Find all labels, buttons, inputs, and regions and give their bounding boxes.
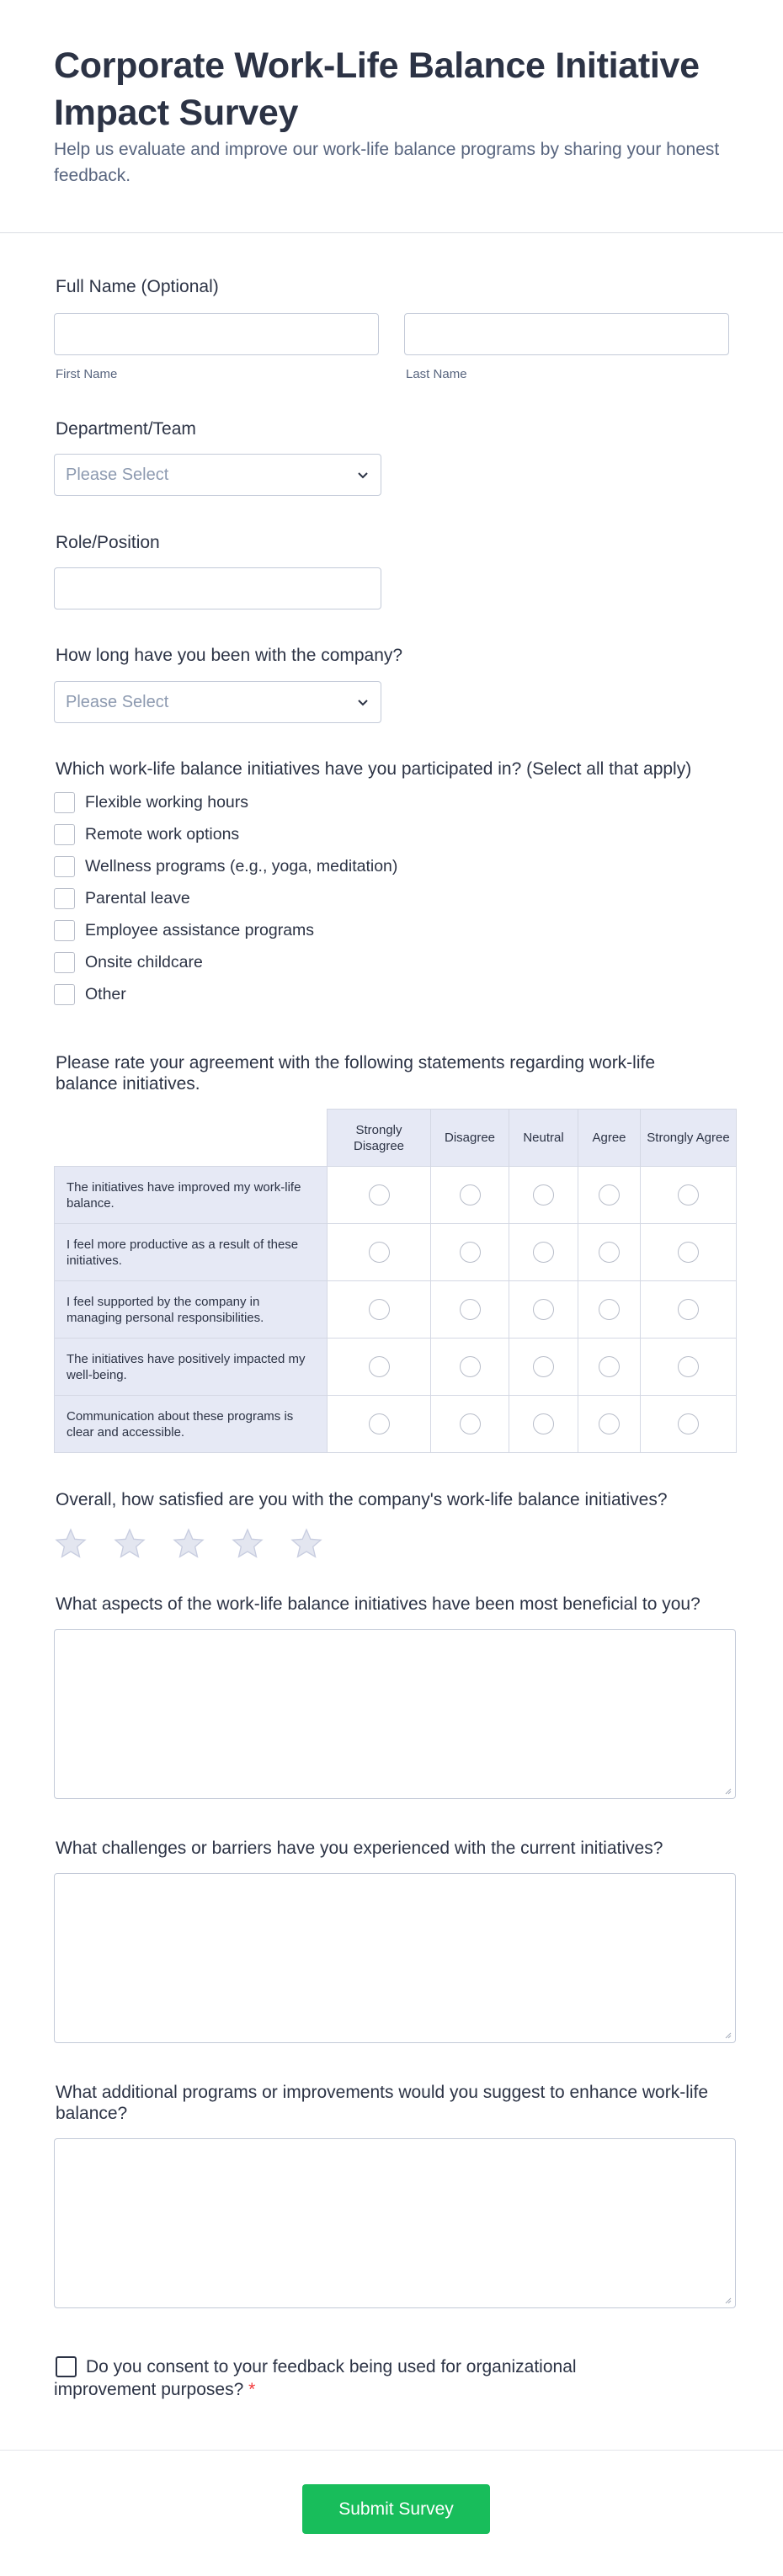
agreement-matrix — [54, 1109, 737, 1453]
checkbox[interactable] — [54, 824, 75, 845]
star-icon[interactable] — [290, 1527, 323, 1561]
radio-button[interactable] — [678, 1299, 699, 1320]
radio-button[interactable] — [369, 1299, 390, 1320]
radio-button[interactable] — [599, 1356, 620, 1377]
matrix-column-header: Neutral — [509, 1110, 578, 1167]
initiatives-options — [54, 786, 729, 1010]
checkbox[interactable] — [54, 856, 75, 877]
option-label: Other — [85, 984, 126, 1003]
consent-checkbox[interactable] — [56, 2356, 77, 2377]
form-body — [0, 276, 783, 2401]
option-label: Parental leave — [85, 888, 190, 907]
form-footer — [0, 2450, 783, 2576]
full-name-label: Full Name (Optional) — [56, 277, 219, 296]
challenges-label: What challenges or barriers have you experienced with the current initiatives? — [56, 1839, 663, 1858]
radio-button[interactable] — [460, 1242, 481, 1263]
matrix-column-header: Disagree — [431, 1110, 509, 1167]
suggestions-field — [54, 2082, 729, 2308]
first-name-input[interactable] — [54, 313, 379, 355]
matrix-row-label: Communication about these programs is clear and accessible. — [55, 1396, 328, 1453]
matrix-row — [55, 1396, 737, 1453]
challenges-textarea[interactable] — [54, 1873, 736, 2043]
radio-button[interactable] — [599, 1242, 620, 1263]
radio-button[interactable] — [678, 1356, 699, 1377]
option-label: Flexible working hours — [85, 792, 249, 812]
matrix-column-header: Agree — [578, 1110, 641, 1167]
option-label: Wellness programs (e.g., yoga, meditation) — [85, 856, 398, 876]
satisfaction-field — [54, 1489, 729, 1561]
option-label: Employee assistance programs — [85, 920, 315, 939]
radio-button[interactable] — [678, 1242, 699, 1263]
checkbox[interactable] — [54, 920, 75, 941]
department-label: Department/Team — [56, 419, 196, 439]
consent-field — [54, 2355, 643, 2401]
beneficial-label: What aspects of the work-life balance initiatives have been most beneficial to you? — [56, 1594, 700, 1614]
matrix-column-header: Strongly Agree — [641, 1110, 737, 1167]
department-placeholder: Please Select — [66, 465, 169, 484]
star-icon[interactable] — [54, 1527, 88, 1561]
form-header — [0, 0, 783, 233]
submit-button[interactable]: Submit Survey — [302, 2484, 490, 2534]
beneficial-textarea[interactable] — [54, 1629, 736, 1799]
radio-button[interactable] — [369, 1184, 390, 1206]
radio-button[interactable] — [369, 1413, 390, 1434]
star-icon[interactable] — [172, 1527, 205, 1561]
star-icon[interactable] — [113, 1527, 146, 1561]
resize-handle-icon[interactable] — [723, 1786, 732, 1795]
radio-button[interactable] — [678, 1413, 699, 1434]
radio-button[interactable] — [533, 1356, 554, 1377]
initiative-option[interactable] — [54, 946, 729, 978]
radio-button[interactable] — [460, 1299, 481, 1320]
challenges-field — [54, 1838, 729, 2043]
matrix-row-label: I feel supported by the company in managing personal responsibilities. — [55, 1281, 328, 1339]
checkbox[interactable] — [54, 792, 75, 813]
radio-button[interactable] — [678, 1184, 699, 1206]
matrix-label: Please rate your agreement with the following statements regarding work-life balance initiatives. — [56, 1053, 656, 1094]
radio-button[interactable] — [369, 1242, 390, 1263]
form-description: Help us evaluate and improve our work-life balance programs by sharing your honest feedback. — [54, 140, 720, 185]
star-rating — [54, 1527, 729, 1561]
radio-button[interactable] — [599, 1184, 620, 1206]
initiatives-label: Which work-life balance initiatives have you participated in? (Select all that apply) — [56, 759, 692, 779]
initiative-option[interactable] — [54, 978, 729, 1010]
matrix-row-label: I feel more productive as a result of these initiatives. — [55, 1224, 328, 1281]
radio-button[interactable] — [533, 1413, 554, 1434]
matrix-row — [55, 1339, 737, 1396]
chevron-down-icon — [356, 468, 370, 482]
suggestions-textarea[interactable] — [54, 2138, 736, 2308]
initiatives-field — [54, 758, 729, 1010]
role-field — [54, 532, 729, 609]
option-label: Onsite childcare — [85, 952, 203, 971]
radio-button[interactable] — [533, 1242, 554, 1263]
radio-button[interactable] — [369, 1356, 390, 1377]
satisfaction-label: Overall, how satisfied are you with the company's work-life balance initiatives? — [56, 1490, 668, 1509]
option-label: Remote work options — [85, 824, 240, 844]
agreement-matrix-field — [54, 1052, 729, 1453]
star-icon[interactable] — [231, 1527, 264, 1561]
consent-label: Do you consent to your feedback being used for organizational improvement purposes? — [54, 2357, 577, 2399]
chevron-down-icon — [356, 695, 370, 709]
tenure-label: How long have you been with the company? — [56, 646, 403, 665]
matrix-row — [55, 1281, 737, 1339]
department-select[interactable] — [54, 454, 381, 496]
tenure-select[interactable] — [54, 681, 381, 723]
radio-button[interactable] — [599, 1299, 620, 1320]
resize-handle-icon[interactable] — [723, 2296, 732, 2304]
required-mark: * — [248, 2380, 256, 2399]
initiative-option[interactable] — [54, 850, 729, 882]
initiative-option[interactable] — [54, 914, 729, 946]
radio-button[interactable] — [460, 1356, 481, 1377]
form-title: Corporate Work-Life Balance Initiative Impact Survey — [54, 45, 700, 133]
last-name-input[interactable] — [404, 313, 729, 355]
matrix-column-header: Strongly Disagree — [328, 1110, 431, 1167]
initiative-option[interactable] — [54, 818, 729, 850]
radio-button[interactable] — [533, 1299, 554, 1320]
radio-button[interactable] — [460, 1184, 481, 1206]
radio-button[interactable] — [533, 1184, 554, 1206]
resize-handle-icon[interactable] — [723, 2030, 732, 2039]
tenure-field — [54, 645, 729, 723]
matrix-row — [55, 1167, 737, 1224]
matrix-row-label: The initiatives have improved my work-life balance. — [55, 1167, 328, 1224]
first-name-sublabel: First Name — [56, 367, 118, 381]
initiative-option[interactable] — [54, 786, 729, 818]
role-input[interactable] — [54, 567, 381, 609]
suggestions-label: What additional programs or improvements would you suggest to enhance work-life balance? — [56, 2083, 709, 2123]
department-field — [54, 418, 729, 496]
radio-button[interactable] — [460, 1413, 481, 1434]
matrix-corner — [55, 1110, 328, 1167]
radio-button[interactable] — [599, 1413, 620, 1434]
matrix-row-label: The initiatives have positively impacted my well-being. — [55, 1339, 328, 1396]
beneficial-field — [54, 1594, 729, 1799]
matrix-row — [55, 1224, 737, 1281]
full-name-field — [54, 276, 729, 381]
checkbox[interactable] — [54, 952, 75, 973]
checkbox[interactable] — [54, 888, 75, 909]
last-name-sublabel: Last Name — [406, 367, 467, 381]
role-label: Role/Position — [56, 533, 160, 552]
initiative-option[interactable] — [54, 882, 729, 914]
tenure-placeholder: Please Select — [66, 692, 169, 711]
checkbox[interactable] — [54, 984, 75, 1005]
